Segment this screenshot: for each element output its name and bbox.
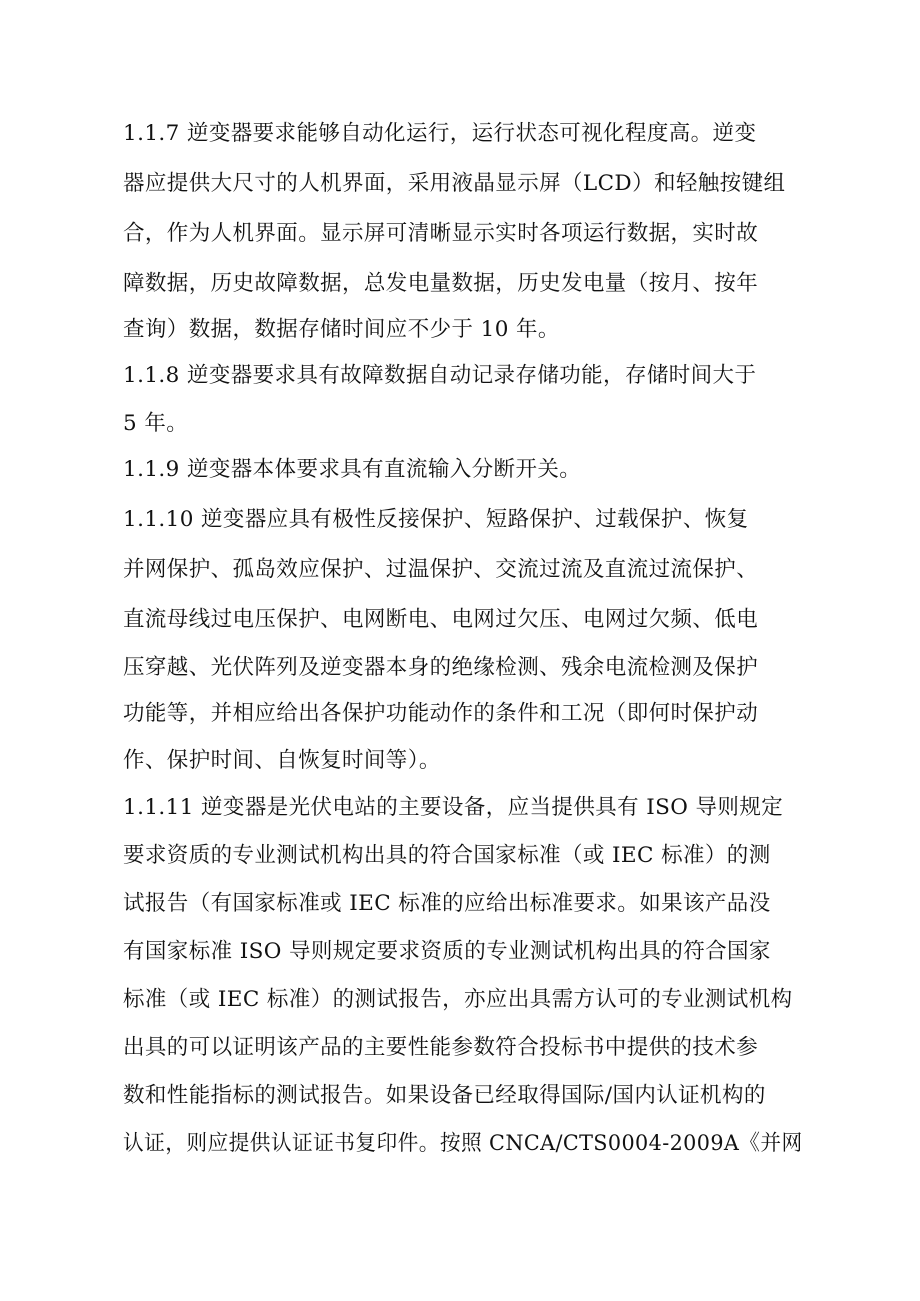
text-line: 5 年。: [123, 411, 189, 436]
text-line: 压穿越、光伏阵列及逆变器本身的绝缘检测、残余电流检测及保护: [123, 655, 759, 680]
text-line: 功能等，并相应给出各保护功能动作的条件和工况（即何时保护动: [123, 701, 759, 726]
text-line: 标准（或 IEC 标准）的测试报告，亦应出具需方认可的专业测试机构: [123, 987, 793, 1012]
text-line: 要求资质的专业测试机构出具的符合国家标准（或 IEC 标准）的测: [123, 843, 771, 868]
text-line: 试报告（有国家标准或 IEC 标准的应给出标准要求。如果该产品没: [123, 891, 771, 916]
text-line: 1.1.7 逆变器要求能够自动化运行，运行状态可视化程度高。逆变: [123, 121, 757, 146]
text-line: 作、保护时间、自恢复时间等）。: [123, 748, 441, 773]
text-line: 有国家标准 ISO 导则规定要求资质的专业测试机构出具的符合国家: [123, 939, 771, 964]
text-line: 1.1.10 逆变器应具有极性反接保护、短路保护、过载保护、恢复: [123, 507, 749, 532]
text-line: 直流母线过电压保护、电网断电、电网过欠压、电网过欠频、低电: [123, 607, 759, 632]
text-line: 并网保护、孤岛效应保护、过温保护、交流过流及直流过流保护、: [123, 557, 759, 582]
text-line: 数和性能指标的测试报告。如果设备已经取得国际/国内认证机构的: [123, 1083, 766, 1108]
text-line: 查询）数据，数据存储时间应不少于 10 年。: [123, 317, 560, 342]
text-line: 1.1.8 逆变器要求具有故障数据自动记录存储功能，存储时间大于: [123, 363, 757, 388]
text-line: 障数据，历史故障数据，总发电量数据，历史发电量（按月、按年: [123, 271, 759, 296]
text-line: 器应提供大尺寸的人机界面，采用液晶显示屏（LCD）和轻触按键组: [123, 171, 786, 196]
text-line: 认证，则应提供认证证书复印件。按照 CNCA/CTS0004-2009A《并网: [123, 1131, 803, 1156]
text-line: 1.1.11 逆变器是光伏电站的主要设备，应当提供具有 ISO 导则规定: [123, 795, 784, 820]
text-line: 合，作为人机界面。显示屏可清晰显示实时各项运行数据，实时故: [123, 221, 759, 246]
text-line: 1.1.9 逆变器本体要求具有直流输入分断开关。: [123, 457, 582, 482]
text-line: 出具的可以证明该产品的主要性能参数符合投标书中提供的技术参: [123, 1035, 759, 1060]
